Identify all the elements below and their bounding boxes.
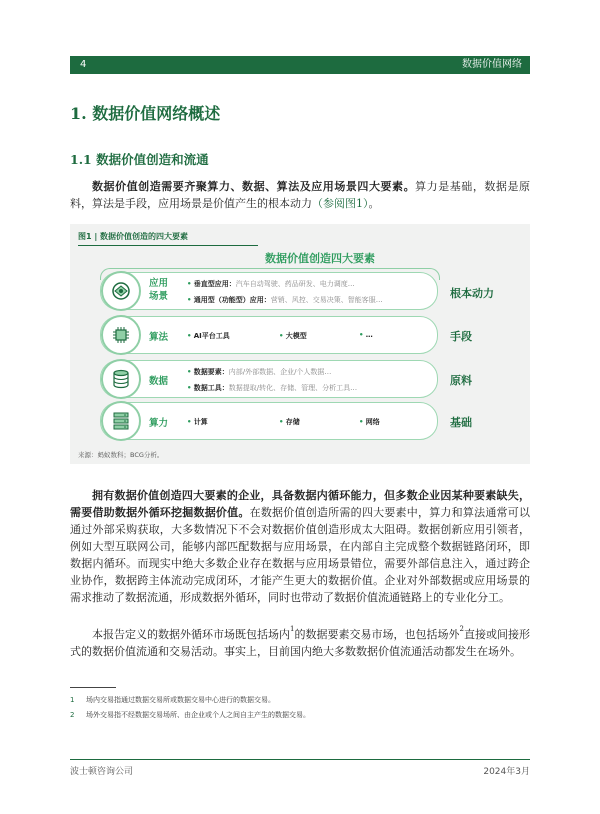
paragraph-market-definition [70,626,530,660]
circulation-bold-text: 拥有数据价值创造四大要素的企业，具备数据内循环能力，但多数企业因某种要素缺失，需要借助数据外循环挖掘数据价值。 [70,489,530,519]
footer-company: 波士顿咨询公司 [70,767,134,777]
algorithm-chip-icon [101,315,141,355]
scenario-general-text: 营销、风控、交易决策、智能客服… [270,296,383,304]
figure-source: 来源：蚂蚁数科；BCG分析。 [78,451,164,459]
scenario-icon [101,271,141,311]
row-label-scenario-text: 应用 场景 [149,278,169,302]
row-label-algorithm: 算法 [149,332,169,343]
data-tools-text: 数据提取/转化、存储、管理、分析工具… [228,384,358,392]
scenario-general-label: 通用型（功能型）应用： [193,296,271,304]
page-header-bar [70,56,530,74]
footnote-rule [70,687,116,688]
compute-item-2-text: 存储 [285,418,300,426]
scenario-vertical-label: 垂直型应用： [193,280,236,288]
compute-item-3: • 网络 [359,418,380,426]
data-elements-label: 数据要素： [193,368,229,376]
row-data-line1: • 数据要素：内部/外部数据、企业/个人数据… [187,368,332,376]
data-tools-label: 数据工具： [193,384,229,392]
footnote-2-text: 场外交易指不经数据交易场所、由企业或个人之间自主产生的数据交易。 [86,711,310,719]
footnote-2-number: 2 [70,711,75,719]
footnote-1-number: 1 [70,696,75,704]
server-icon [101,401,141,441]
algorithm-item-3-text: … [365,331,373,339]
compute-item-2: • 存储 [279,418,300,426]
compute-item-1: • 计算 [187,418,208,426]
algorithm-item-2-text: 大模型 [285,332,307,340]
figure-reference-link[interactable]: （参阅图1） [312,197,369,210]
market-text-c: 直接或间接形式的数据价值流通和交易活动。事实上，目前国内绝大多数数据价值流通活动都发生在场外。 [70,628,531,658]
market-text-b: 的数据要素交易市场，也包括场外 [294,628,460,641]
row-scenario-line2: • 通用型（功能型）应用：营销、风控、交易决策、智能客服… [187,296,383,304]
figure-title: 图1 | 数据价值创造的四大要素 [78,232,189,241]
row-role-compute: 基础 [450,416,472,429]
row-role-algorithm: 手段 [450,330,472,343]
circulation-text: 在数据价值创造所需的四大要素中，算力和算法通常可以通过外部采购获取，大多数情况下不会对数据价值创造形成太大阻碍。数据创新应用引领者，例如大型互联网公司，能够内部匹配数据与应用场景，在内部自主完成整个数据链路闭环，即数据内循环。而现实中绝大多数企业存在数据与应用场景错位，需要外部信息注入，通过跨企业协作，数据跨主体流动完成闭环，才能产生更大的数据价值。企业对外部数据或应用场景的需求推动了数据流通，形成数据外循环，同时也带动了数据价值流通链路上的专业化分工。 [70,506,531,604]
intro-bold-text: 数据价值创造需要齐聚算力、数据、算法及应用场景四大要素。 [92,180,416,193]
running-section-title: 数据价值网络 [462,59,522,70]
element-row-scenario [100,272,438,310]
figure-four-elements [70,224,530,464]
row-label-data: 数据 [149,376,169,387]
paragraph-intro [70,178,530,212]
footer-date: 2024年3月 [483,767,530,777]
page-number: 4 [80,59,87,70]
footnote-ref-1[interactable]: 1 [290,625,295,633]
market-text-a: 本报告定义的数据外循环市场既包括场内 [92,628,291,641]
row-label-scenario [149,277,168,303]
intro-end: 。 [368,197,380,210]
footnote-1 [70,695,275,705]
row-scenario-line1: • 垂直型应用：汽车自动驾驶、药品研发、电力调度… [187,280,355,288]
paragraph-data-circulation [70,487,530,606]
intro-text: 算力是基础，数据是原料，算法是手段，应用场景是价值产生的根本动力 [70,180,531,210]
data-elements-text: 内部/外部数据、企业/个人数据… [228,368,332,376]
scenario-vertical-text: 汽车自动驾驶、药品研发、电力调度… [235,280,355,288]
footnote-1-text: 场内交易指通过数据交易所或数据交易中心进行的数据交易。 [86,696,275,704]
row-label-compute: 算力 [149,418,169,429]
compute-item-3-text: 网络 [365,418,380,426]
element-row-compute [100,402,438,440]
database-icon [101,359,141,399]
footnote-ref-2[interactable]: 2 [459,625,464,633]
footer-rule [70,759,530,760]
algorithm-item-2: • 大模型 [279,332,307,340]
figure-title-rule [78,245,258,246]
algorithm-item-1: • AI平台工具 [187,332,230,340]
compute-item-1-text: 计算 [193,418,208,426]
element-row-data [100,360,438,398]
heading-1: 1. 数据价值网络概述 [70,104,221,123]
algorithm-item-1-text: AI平台工具 [193,332,230,340]
heading-2: 1.1 数据价值创造和流通 [70,152,209,167]
row-data-line2: • 数据工具：数据提取/转化、存储、管理、分析工具… [187,384,358,392]
footnote-2 [70,710,310,720]
figure-heading: 数据价值创造四大要素 [265,252,375,265]
algorithm-item-3: • … [359,331,373,339]
element-row-algorithm [100,316,438,354]
row-role-data: 原料 [450,374,472,387]
row-role-scenario: 根本动力 [450,287,494,300]
